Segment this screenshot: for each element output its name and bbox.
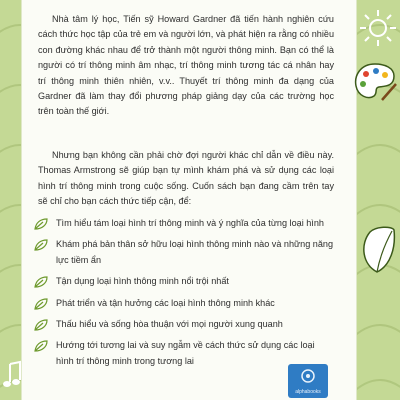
list-item xyxy=(34,216,334,231)
logo-text: alphabooks xyxy=(295,389,321,395)
list-item xyxy=(34,317,334,332)
list-item-text: Tìm hiểu tám loại hình trí thông minh và ý nghĩa của từng loại hình xyxy=(56,218,324,228)
list-item xyxy=(34,237,334,268)
list-item-text: Phát triển và tận hưởng các loại hình thông minh khác xyxy=(56,297,275,308)
music-note-icon xyxy=(2,360,24,390)
leaf-outline-icon xyxy=(34,239,48,251)
sunburst-icon xyxy=(358,8,398,48)
intro-paragraph: Nhà tâm lý học, Tiến sỹ Howard Gardner đã tiến hành nghiên cứu cách thức học tập của trẻ em và người lớn, và phát hiện ra rằng có nhiều con đường khác nhau để trở thành một người thông minh. Bạn có thể là người có trí thông minh âm nhạc, trí thông minh tương tác cá nhân hay trí thông minh thiên nhiên, v.v.. Thuyết trí thông minh đa dạng của Gardner đã làm thay đổi phương pháp giảng dạy của các trường học trên toàn thế giới. xyxy=(38,14,334,117)
method-paragraph: Nhưng bạn không cần phải chờ đợi người khác chỉ dẫn về điều này. Thomas Armstrong sẽ giúp bạn tự mình khám phá và sử dụng các loại hình trí thông minh trong cuộc sống. Cuốn sách bạn đang cầm trên tay sẽ chỉ cho bạn cách thức tiếp cận, để: xyxy=(38,150,334,207)
leaf-outline-icon xyxy=(34,276,48,288)
leaf-icon xyxy=(356,224,398,276)
publisher-logo-icon xyxy=(288,364,328,398)
painter-palette-icon xyxy=(352,60,398,104)
leaf-outline-icon xyxy=(34,298,48,310)
list-item xyxy=(34,274,334,289)
leaf-outline-icon xyxy=(34,218,48,230)
list-item-text: Khám phá bản thân sở hữu loại hình thông minh nào và những năng lực tiềm ẩn xyxy=(56,239,334,265)
logo-mark xyxy=(300,368,316,384)
list-item xyxy=(34,296,334,311)
list-item-text: Thấu hiểu và sống hòa thuận với mọi người xung quanh xyxy=(56,319,283,330)
leaf-outline-icon xyxy=(34,319,48,331)
list-item-text: Tận dụng loại hình thông minh nổi trội nhất xyxy=(56,276,229,287)
list-item-text: Hướng tới tương lai và suy ngẫm về cách thức sử dụng các loại hình trí thông minh trong tương lai xyxy=(56,340,315,366)
leaf-outline-icon xyxy=(34,340,48,352)
benefit-list xyxy=(34,216,334,375)
